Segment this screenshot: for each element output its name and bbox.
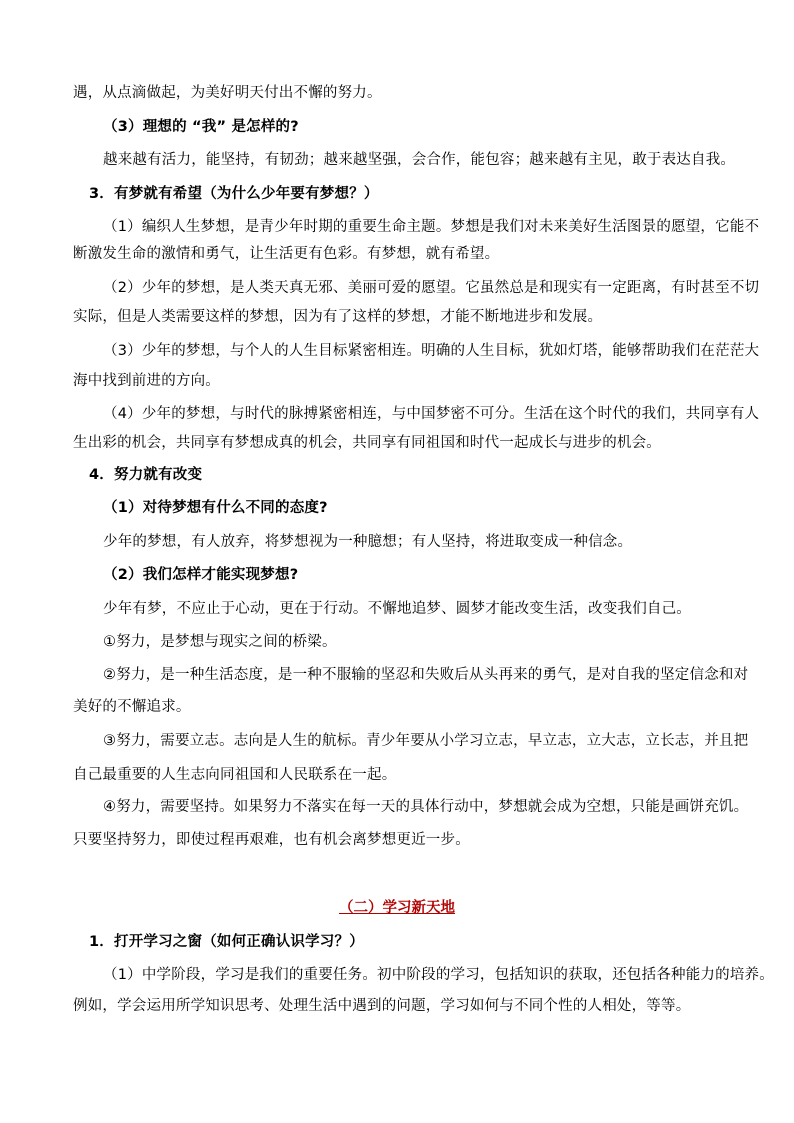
subheading: （1）对待梦想有什么不同的态度? [103,500,328,516]
paragraph-line: 断激发生命的激情和勇气，让生活更有色彩。有梦想，就有希望。 [73,246,500,262]
paragraph-line: （2）少年的梦想，是人类天真无邪、美丽可爱的愿望。它虽然总是和现实有一定距离，有时甚至不切 [103,280,760,296]
section-title [0,898,794,918]
paragraph-line: 海中找到前进的方向。 [73,373,220,389]
heading: 4．努力就有改变 [89,467,203,483]
paragraph-line: 例如，学会运用所学知识思考、处理生活中遇到的问题，学习如何与不同个性的人相处，等等。 [73,998,691,1014]
paragraph-line: 少年的梦想，有人放弃，将梦想视为一种臆想；有人坚持，将进取变成一种信念。 [103,534,633,550]
paragraph-line: 实际，但是人类需要这样的梦想，因为有了这样的梦想，才能不断地进步和发展。 [73,309,603,325]
subheading: （2）我们怎样才能实现梦想? [103,567,299,583]
paragraph-line: （1）编织人生梦想，是青少年时期的重要生命主题。梦想是我们对未来美好生活图景的愿望，它能不 [103,219,760,235]
section-title-text: （二）学习新天地 [339,900,455,916]
paragraph-line: （4）少年的梦想，与时代的脉搏紧密相连，与中国梦密不可分。生活在这个时代的我们，共同享有人 [103,406,760,422]
paragraph-line: ③努力，需要立志。志向是人生的航标。青少年要从小学习立志，早立志，立大志，立长志，并且把 [103,733,749,749]
paragraph-line: ④努力，需要坚持。如果努力不落实在每一天的具体行动中，梦想就会成为空想，只能是画饼充饥。 [103,799,749,815]
paragraph-line: （1）中学阶段，学习是我们的重要任务。初中阶段的学习，包括知识的获取，还包括各种能力的培养。 [103,967,774,983]
paragraph-line: 遇，从点滴做起，为美好明天付出不懈的努力。 [73,85,382,101]
paragraph-line: 自己最重要的人生志向同祖国和人民联系在一起。 [73,767,397,783]
subheading: （3）理想的 “我” 是怎样的? [103,119,299,135]
heading: 3．有梦就有希望（为什么少年要有梦想？） [89,186,379,202]
paragraph-line: 美好的不懈追求。 [73,699,191,715]
paragraph-line: 越来越有活力，能坚持，有韧劲；越来越坚强，会合作，能包容；越来越有主见，敢于表达自我。 [103,152,736,168]
paragraph-line: 少年有梦，不应止于心动，更在于行动。不懈地追梦、圆梦才能改变生活，改变我们自己。 [103,601,691,617]
paragraph-line: 生出彩的机会，共同享有梦想成真的机会，共同享有同祖国和时代一起成长与进步的机会。 [73,435,661,451]
paragraph-line: ②努力，是一种生活态度，是一种不服输的坚忍和失败后从头再来的勇气，是对自我的坚定信念和对 [103,667,749,683]
paragraph-line: 只要坚持努力，即使过程再艰难，也有机会离梦想更近一步。 [73,832,470,848]
paragraph-line: （3）少年的梦想，与个人的人生目标紧密相连。明确的人生目标，犹如灯塔，能够帮助我们在茫茫大 [103,343,760,359]
paragraph-line: ①努力，是梦想与现实之间的桥梁。 [103,634,337,650]
heading: 1．打开学习之窗（如何正确认识学习？） [89,934,364,950]
